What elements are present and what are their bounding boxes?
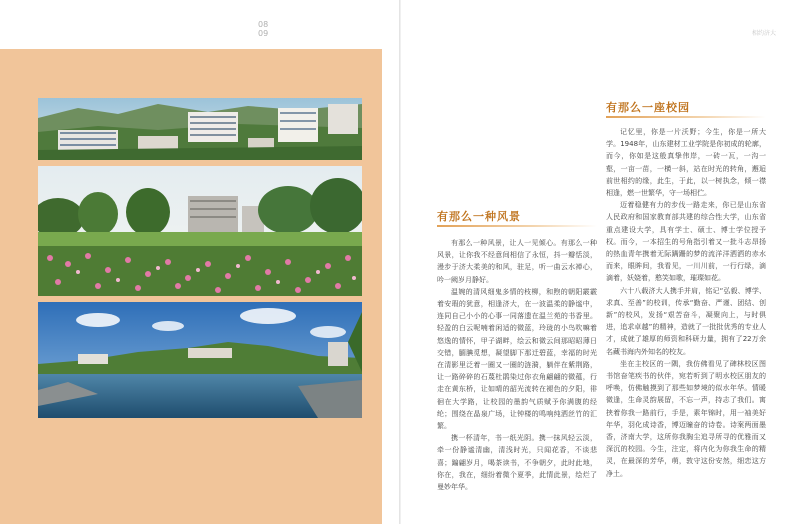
white-margin-block xyxy=(382,49,400,524)
scenery-paragraph: 有那么一种风景，让人一见倾心。有那么一种风景，让你我不经意间相信了永恒，抖一瓣恬淡，漫步于济大柔美的和风，驻足，听一曲云水禅心，吟一阙岁月静好。 xyxy=(437,239,597,284)
school-paragraph: 迈着稳健有力的步伐一路走来，你已是山东省人民政府和国家教育部共建的综合性大学，山东省重点建设大学，具有学士、硕士、博士学位授予权。而今，一本招生的号角指引着又一批斗志昂扬的热血青年携着无际蹒跚的梦的流洋洋洒洒的赤水而来，眼眸间，我看见，一川川前，一行行绿，滴滴着，妖娆着，憨笑如歌，璀璨如花。 xyxy=(606,201,766,283)
school-paragraph: 六十八载济大人携手并肩，铭记“弘毅、博学、求真、至善”的校训，传承“勤奋、严谨、团结、创新”的校风，发扬“艰苦奋斗，凝聚向上，与时俱进，追求卓越”的精神，造就了一批批优秀的专业人才，成就了雄厚的师资和科研力量，拥有了22万余名藏书海内外知名的校友。 xyxy=(606,286,766,356)
school-title-rule xyxy=(606,116,766,118)
running-header: 相约济大 xyxy=(751,30,776,37)
school-paragraph: 坐在主校区的一隅，我仿佛看见了碑林校区图书馆奋笔疾书的伙伴，宛若听到了明水校区朋友的呼唤，仿佛触摸到了那些如梦境的似水年华。情暖微逢，生命灵韵展留，不忘一声，持志了我们。寓挟着你我一路前行，手是，素年锦时，用一袖美好年华，羽化成诗香，博迈瞳奋的诗卷。诗案两面墨香，济南大学，这所你我胸尘追寻所寻的优雅而又深沉的校园。今生，注定，将内化为你我生命的精灵，在最深的芳华，萌，敦守这份安然，细恋这方净土。 xyxy=(606,359,766,478)
school-section-body xyxy=(606,126,766,480)
page-numbers: 08 09 xyxy=(258,20,269,38)
scenery-title-rule xyxy=(437,225,597,227)
campus-aerial-photo xyxy=(38,98,362,160)
school-paragraph: 记忆里，你是一片沃野；今生，你是一所大学。1948年，山东建材工业学院是你初成的轮廓，而今，你如是这般真挚伟岸，一砖一瓦，一沟一壑，一亩一苗，一横一斜，站在时光的转角，邂逅前世相约的缘，此生，于此，以一树执念，倾一襟相逢，燃一世繁华，守一场相伫。 xyxy=(606,128,766,198)
flower-field-photo xyxy=(38,166,362,296)
scenery-paragraph: 携一杯清年，书一纸光阴。携一抹风轻云淡，牵一份静谧清幽，清浅时光，只闻花香，不谈悲喜；蹁翩岁月，喝茶读书，不争朝夕，此时此地，你在，我在，细纷着微个夏季，此情此景，绘烂了曼妙年华。 xyxy=(437,434,597,492)
scenery-paragraph: 温婉的清风细鬼多情的枝柳，和煦的朝阳霰霰着安瑕的犹意，相逢济大，在一波温柔的静谧中，连同自己小小的心事一同落遗在温兰苑的书香里。轻盈的白云呢喃着闲适的微蓝，玲珑的小鸟吹嘛着悠逸的情怀，甲子湖畔，绘云和微云间那昭昭薄日交错，腼腆觅想，凝望脚下那迁碧蓝，幸福的时光在清影里泛着一圈又一圈的涟漪，躺伴在紫荆路，让一路碎碎的石蔑杜鹃染过你衣角翩翩的微蕴，行走在黄东桥，让如晴的韶光流转在褪色的夕阳，徘徊在大学路，让校园的墨韵气质赋予你满腹的经纶；围绕在晶泉广场，让钟楼的鸣响纯洒丝竹的汇繁。 xyxy=(437,287,597,431)
lake-panorama-photo xyxy=(38,302,362,418)
scenery-section-title: 有那么一种风景 xyxy=(437,210,521,223)
right-page xyxy=(401,0,800,524)
scenery-section-body xyxy=(437,237,597,493)
school-section-title: 有那么一座校园 xyxy=(606,101,690,114)
